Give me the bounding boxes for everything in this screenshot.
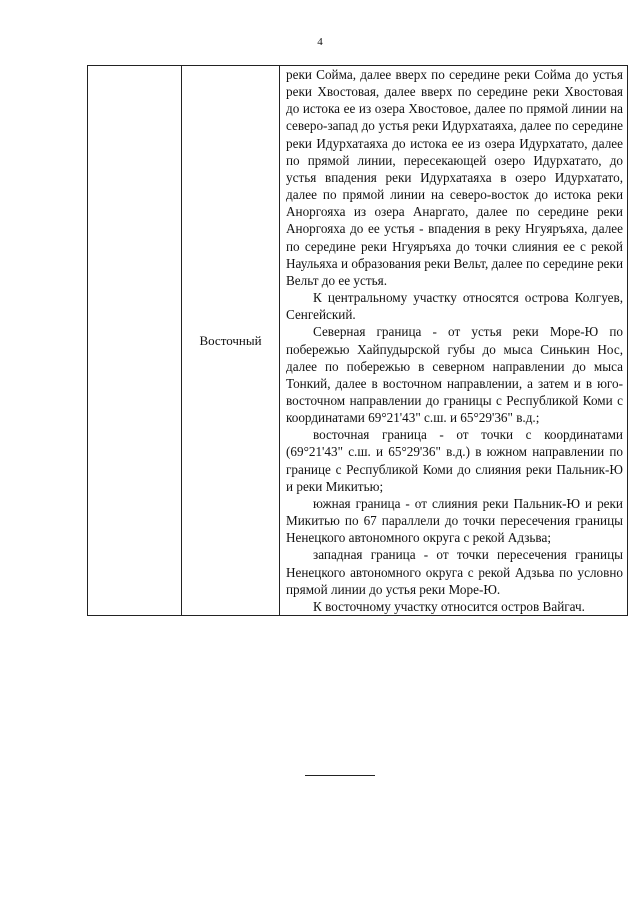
footer-divider bbox=[305, 775, 375, 776]
paragraph-west-boundary: западная граница - от точки пересечения границы Ненецкого автономного округа с рекой Адзьва по условно прямой линии до устья реки Море-Ю. bbox=[286, 547, 623, 597]
paragraph-north-boundary: Северная граница - от устья реки Море-Ю по побережью Хайпудырской губы до мыса Синькин Нос, далее по побережью в северном направлении до мыса Тонкий, далее в восточном направлении, а затем и в юго-восточном направлении до границы с Республикой Коми с координатами 69°21'43" с.ш. и 65°29'36" в.д.; bbox=[286, 324, 623, 426]
paragraph-continuation: реки Сойма, далее вверх по середине реки Сойма до устья реки Хвостовая, далее вверх по середине реки Хвостовая до истока ее из озера Хвостовое, далее по прямой линии на северо-запад до устья реки Идурхатаяха, далее по середине реки Идурхатаяха до истока ее из озера Идурхатато, далее по прямой линии, пересекающей озеро Идурхатато, до устья впадения реки Идурхатаяха в озеро Идурхатато, далее по прямой линии на северо-восток до истока реки Аноргояха из озера Анаргато, далее по середине реки Аноргояха до ее устья - впадения в реку Нгуяръяха, далее по середине реки Нгуяръяха до точки слияния ее с рекой Наульяха и образования реки Вельт, далее по середине реки Вельт до ее устья. bbox=[286, 67, 623, 288]
paragraph-central-islands: К центральному участку относятся острова Колгуев, Сенгейский. bbox=[286, 290, 623, 323]
empty-cell bbox=[88, 66, 182, 616]
page-number: 4 bbox=[317, 36, 323, 48]
paragraph-east-boundary: восточная граница - от точки с координатами (69°21'43" с.ш. и 65°29'36" в.д.) в южном направлении по границе с Республикой Коми до слияния реки Пальник-Ю и реки Микитью; bbox=[286, 427, 623, 494]
table-row bbox=[88, 66, 628, 616]
paragraph-eastern-island: К восточному участку относится остров Вайгач. bbox=[313, 598, 585, 614]
boundary-table bbox=[87, 65, 628, 616]
zone-name-cell: Восточный bbox=[182, 66, 280, 616]
paragraph-south-boundary: южная граница - от слияния реки Пальник-Ю и реки Микитью по 67 параллели до точки пересечения границы Ненецкого автономного округа с рекой Адзьва; bbox=[286, 495, 623, 546]
boundary-description-cell bbox=[280, 66, 628, 616]
